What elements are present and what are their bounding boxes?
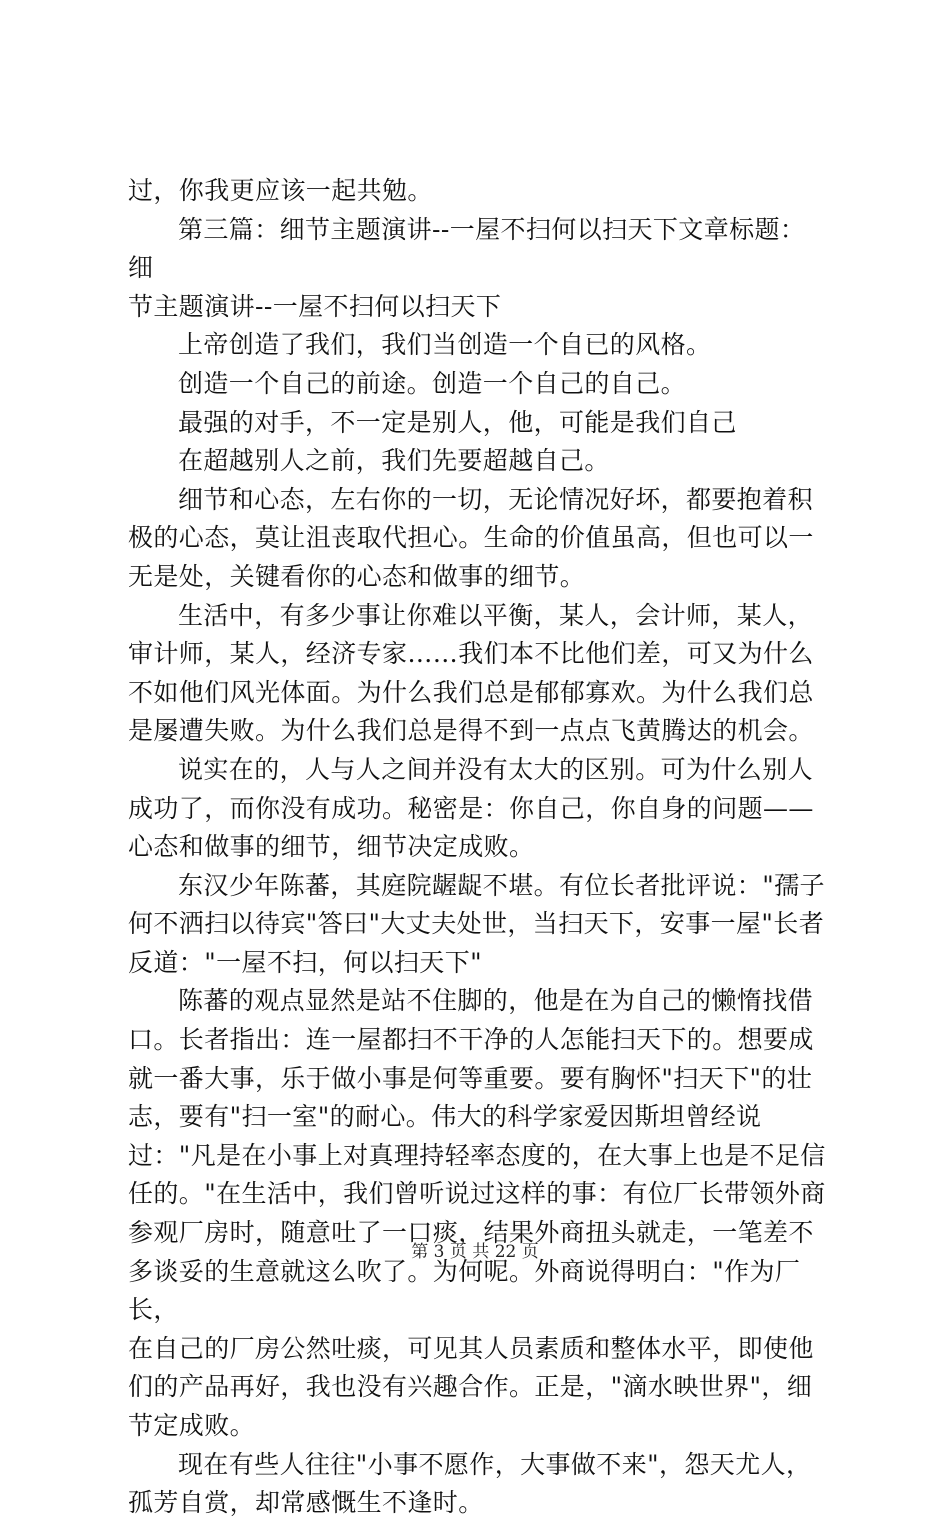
- paragraph: 东汉少年陈蕃，其庭院龌龊不堪。有位长者批评说："孺子 何不洒扫以待宾"答曰"大丈夫处世，当扫天下，安事一屋"长者 反道："一屋不扫，何以扫天下": [128, 870, 825, 977]
- paragraph: 生活中，有多少事让你难以平衡，某人，会计师，某人， 审计师，某人，经济专家……我们本不比他们差，可又为什么 不如他们风光体面。为什么我们总是郁郁寡欢。为什么我们总 是屡遭失败。为什么我们总是得不到一点点飞黄腾达的机会。: [128, 600, 814, 746]
- page-number: 第 3 页 共 22 页: [411, 1242, 539, 1262]
- paragraph: 在超越别人之前，我们先要超越自己。: [178, 446, 610, 476]
- paragraph: 创造一个自己的前途。创造一个自己的自己。: [178, 368, 687, 398]
- paragraph: 上帝创造了我们，我们当创造一个自已的风格。: [178, 330, 712, 360]
- paragraph: 说实在的，人与人之间并没有太大的区别。可为什么别人 成功了，而你没有成功。秘密是：你自己，你自身的问题—— 心态和做事的细节，细节决定成败。: [128, 754, 814, 862]
- page-footer: [0, 1241, 950, 1263]
- body-text: [128, 172, 828, 1523]
- section-heading: 第三篇：细节主题演讲--一屋不扫何以扫天下文章标题：细 节主题演讲--一屋不扫何以扫天下: [128, 214, 806, 321]
- paragraph: 过，你我更应该一起共勉。: [128, 176, 433, 205]
- paragraph: 细节和心态，左右你的一切，无论情况好坏，都要抱着积 极的心态，莫让沮丧取代担心。生命的价值虽高，但也可以一 无是处，关键看你的心态和做事的细节。: [128, 484, 814, 591]
- paragraph: 陈蕃的观点显然是站不住脚的，他是在为自己的懒惰找借 口。长者指出：连一屋都扫不干净的人怎能扫天下的。想要成 就一番大事，乐于做小事是何等重要。要有胸怀"扫天下"的壮 志，要有"扫一室"的耐心。伟大的科学家爱因斯坦曾经说 过："凡是在小事上对真理持轻率态度的，在大事上也是不足信 任的。"在生活中，我们曾听说过这样的事：有位厂长带领外商 参观厂房时，随意吐了一口痰，结果外商扭头就走，一笔差不 多谈妥的生意就这么吹了。为何呢。外商说得明白："作为厂长， 在自己的厂房公然吐痰，可见其人员素质和整体水平，即使他 们的产品再好，我也没有兴趣合作。正是，"滴水映世界"，细 节定成败。: [128, 986, 826, 1440]
- paragraph: 最强的对手，不一定是别人，他，可能是我们自己: [178, 407, 737, 437]
- paragraph: 现在有些人往往"小事不愿作，大事做不来"，怨天尤人， 孤芳自赏，却常感慨生不逢时。: [128, 1449, 812, 1518]
